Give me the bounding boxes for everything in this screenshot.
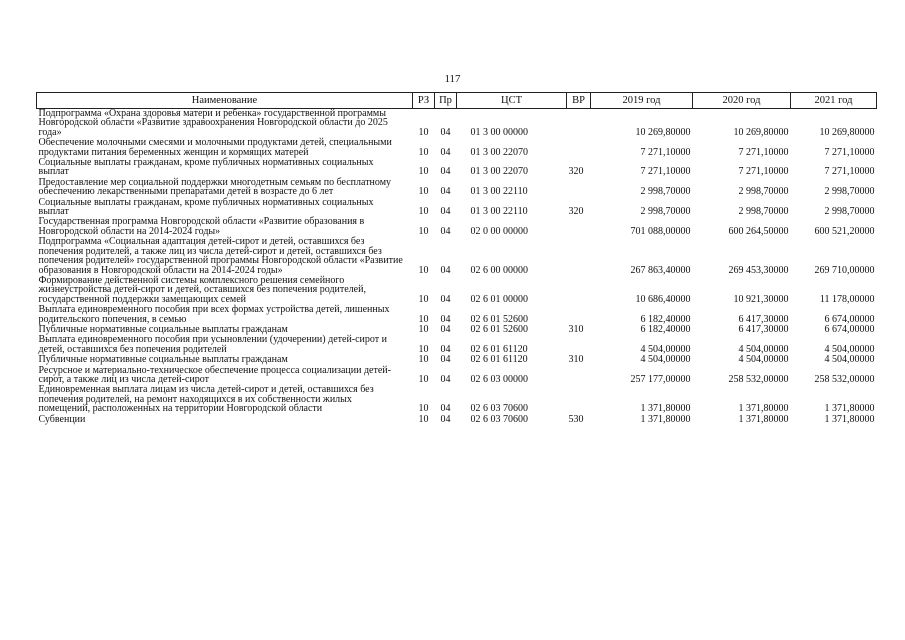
cell-name: Ресурсное и материально-техническое обеспечение процесса социализации детей-сирот, а также лиц из числа детей-сирот [38,364,391,385]
table-row [37,335,877,355]
cell-2019: 2 998,70000 [640,186,691,198]
table-row [37,355,877,365]
cell-cst: 01 3 00 22070 [470,166,528,178]
cell-name: Обеспечение молочными смесями и молочными продуктами детей, специальными продуктами питания беременных женщин и кормящих матерей [38,137,392,158]
cell-rz: 10 [418,413,429,425]
cell-2021: 2 998,70000 [824,206,875,218]
cell-pr: 04 [440,225,451,237]
cell-2019: 2 998,70000 [640,206,691,218]
cell-2019: 1 371,80000 [640,403,691,415]
table-row [37,158,877,178]
cell-cst: 02 6 03 00000 [470,373,528,385]
cell-2021: 258 532,00000 [814,373,875,385]
cell-cst: 02 6 03 70600 [470,403,528,415]
cell-cst: 02 6 01 61120 [470,343,528,355]
cell-cst: 02 6 01 00000 [470,293,528,305]
cell-rz: 10 [418,373,429,385]
cell-pr: 04 [440,166,451,178]
header-rz: РЗ [413,93,435,109]
cell-rz: 10 [418,323,429,335]
cell-2020: 1 371,80000 [738,403,789,415]
header-cst: ЦСТ [457,93,567,109]
cell-pr: 04 [440,413,451,425]
cell-2020: 600 264,50000 [728,225,789,237]
header-vr: ВР [567,93,591,109]
cell-name: Формирование действенной системы комплексного решения семейного жизнеустройства детей-сирот и детей, оставшихся без попечения родителей, государственной поддержки замещающих семей [38,274,366,305]
cell-name: Предоставление мер социальной поддержки многодетным семьям по бесплатному обеспечению лекарственными препаратами детей в возрасте до 6 лет [38,176,392,198]
table-row [37,366,877,386]
table-body [37,109,877,426]
cell-vr [567,276,591,305]
header-pr: Пр [435,93,457,109]
cell-2021: 7 271,10000 [824,166,875,178]
cell-pr: 04 [440,373,451,385]
cell-2021: 1 371,80000 [824,413,875,425]
cell-2019: 10 686,40000 [635,293,691,305]
table-row [37,109,877,139]
header-2020: 2020 год [693,93,791,109]
cell-2021: 6 674,00000 [824,313,875,325]
cell-rz: 10 [418,206,429,218]
cell-rz: 10 [418,225,429,237]
header-2019: 2019 год [591,93,693,109]
cell-2021: 269 710,00000 [814,264,875,276]
cell-name: Единовременная выплата лицам из числа детей-сирот и детей, оставшихся без попечения родителей, на ремонт находящихся в их собственности жилых помещений, расположенных на территории Новгородской области [38,384,374,415]
cell-cst: 01 3 00 00000 [470,126,528,138]
page-number: 117 [444,73,461,85]
cell-name: Социальные выплаты гражданам, кроме публичных нормативных социальных выплат [38,196,374,218]
cell-pr: 04 [440,146,451,158]
cell-rz: 10 [418,126,429,138]
cell-pr: 04 [440,206,451,218]
cell-2020: 2 998,70000 [738,206,789,218]
cell-2019: 7 271,10000 [640,166,691,178]
cell-2021: 4 504,00000 [824,354,875,366]
cell-cst: 02 6 00 00000 [470,264,528,276]
cell-pr: 04 [440,293,451,305]
cell-pr: 04 [440,186,451,198]
cell-2020: 6 417,30000 [738,313,789,325]
cell-pr: 04 [440,343,451,355]
cell-vr: 320 [568,206,584,218]
cell-rz: 10 [418,343,429,355]
cell-pr: 04 [440,126,451,138]
cell-2020: 4 504,00000 [738,354,789,366]
table-row [37,198,877,218]
cell-2019: 4 504,00000 [640,343,691,355]
cell-2019: 257 177,00000 [630,373,691,385]
cell-2019: 10 269,80000 [635,126,691,138]
cell-2019: 701 088,00000 [630,225,691,237]
cell-name: Публичные нормативные социальные выплаты гражданам [38,354,288,366]
cell-vr [567,335,591,355]
cell-rz: 10 [418,403,429,415]
cell-rz: 10 [418,313,429,325]
cell-rz: 10 [418,146,429,158]
cell-vr: 320 [568,166,584,178]
cell-vr [567,366,591,386]
table-row [37,237,877,276]
cell-2019: 6 182,40000 [640,323,691,335]
cell-rz: 10 [418,293,429,305]
table-row [37,276,877,305]
cell-vr [567,109,591,139]
cell-2020: 7 271,10000 [738,146,789,158]
cell-2019: 6 182,40000 [640,313,691,325]
cell-2020: 6 417,30000 [738,323,789,335]
cell-vr [567,178,591,198]
cell-pr: 04 [440,264,451,276]
cell-cst: 02 6 01 52600 [470,313,528,325]
cell-name: Выплата единовременного пособия при всех формах устройства детей, лишенных родительского попечения, в семью [38,304,390,325]
cell-name: Выплата единовременного пособия при усыновлении (удочерении) детей-сирот и детей, оставшихся без попечения родителей [38,334,388,355]
cell-name: Субвенции [38,413,86,425]
cell-cst: 02 0 00 00000 [470,225,528,237]
cell-2021: 6 674,00000 [824,323,875,335]
cell-vr [567,305,591,325]
cell-2019: 4 504,00000 [640,354,691,366]
cell-cst: 02 6 01 61120 [470,354,528,366]
table-row [37,305,877,325]
cell-name: Социальные выплаты гражданам, кроме публичных нормативных социальных выплат [38,157,374,178]
table-row [37,385,877,414]
cell-pr: 04 [440,323,451,335]
cell-2021: 600 521,20000 [814,225,875,237]
cell-name: Подпрограмма «Социальная адаптация детей-сирот и детей, оставшихся без попечения родителей, а также лиц из числа детей-сирот и детей, оставшихся без попечения родителей» государственной программы Новгородской области «Развитие образования в Новгородской области на 2014-2024 годы» [38,236,403,276]
cell-2020: 7 271,10000 [738,166,789,178]
cell-vr: 530 [568,413,584,425]
cell-vr [567,217,591,237]
cell-2021: 4 504,00000 [824,343,875,355]
cell-2020: 258 532,00000 [728,373,789,385]
cell-2020: 4 504,00000 [738,343,789,355]
cell-2020: 10 921,30000 [733,293,789,305]
cell-cst: 02 6 01 52600 [470,323,528,335]
table-row [37,178,877,198]
table-header-row [37,93,877,109]
budget-table [36,92,877,425]
cell-cst: 02 6 03 70600 [470,413,528,425]
cell-2020: 1 371,80000 [738,413,789,425]
cell-cst: 01 3 00 22110 [470,206,528,218]
cell-name: Публичные нормативные социальные выплаты гражданам [38,323,288,335]
header-2021: 2021 год [791,93,877,109]
cell-cst: 01 3 00 22070 [470,146,528,158]
cell-cst: 01 3 00 22110 [470,186,528,198]
cell-vr [567,138,591,158]
cell-rz: 10 [418,354,429,366]
cell-pr: 04 [440,354,451,366]
cell-vr: 310 [568,323,584,335]
cell-rz: 10 [418,264,429,276]
cell-pr: 04 [440,313,451,325]
cell-2019: 1 371,80000 [640,413,691,425]
cell-2021: 1 371,80000 [824,403,875,415]
cell-name: Государственная программа Новгородской области «Развитие образования в Новгородской области на 2014-2024 годы» [38,216,365,237]
cell-2020: 269 453,30000 [728,264,789,276]
cell-vr [567,237,591,276]
cell-2021: 7 271,10000 [824,146,875,158]
cell-2019: 7 271,10000 [640,146,691,158]
header-name: Наименование [37,93,413,109]
cell-rz: 10 [418,186,429,198]
cell-rz: 10 [418,166,429,178]
table-row [37,138,877,158]
cell-2019: 267 863,40000 [630,264,691,276]
cell-vr: 310 [568,354,584,366]
cell-name: Подпрограмма «Охрана здоровья матери и ребенка» государственной программы Новгородской области «Развитие здравоохранения Новгородской области до 2025 года» [38,108,388,138]
cell-2021: 10 269,80000 [819,126,875,138]
cell-2021: 2 998,70000 [824,186,875,198]
table-row [37,217,877,237]
cell-2020: 10 269,80000 [733,126,789,138]
cell-2020: 2 998,70000 [738,186,789,198]
cell-pr: 04 [440,403,451,415]
cell-2021: 11 178,00000 [819,293,875,305]
cell-vr [567,385,591,414]
table-row [37,415,877,425]
